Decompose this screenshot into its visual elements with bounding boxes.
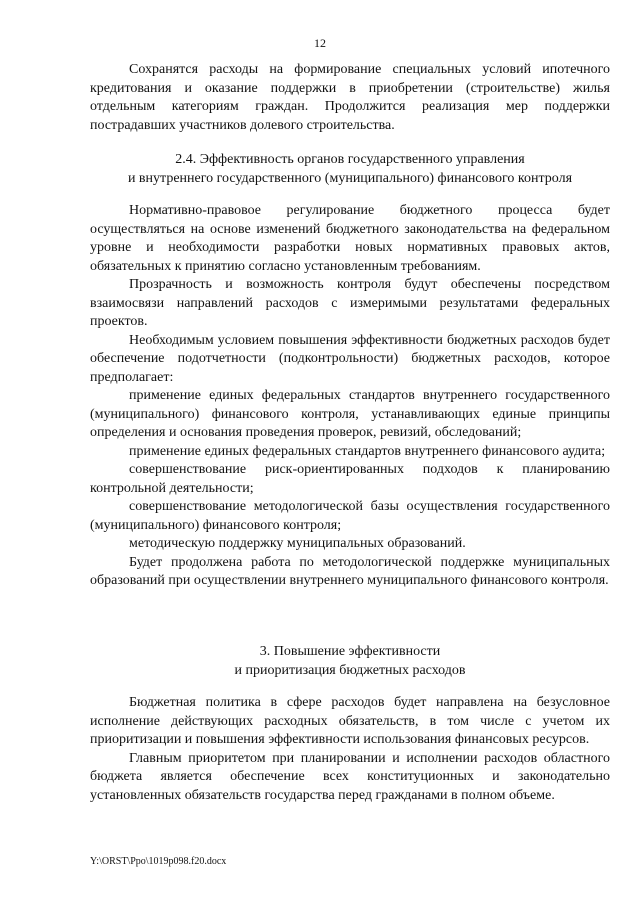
section-heading-3 [90, 643, 610, 680]
list-item-standards-control: применение единых федеральных стандартов внутреннего государственного (муниципального) финансового контроля, устанавливающих единые принципы определения и основания проведения проверок, ревизий, обследований; [90, 388, 610, 440]
heading-line-1: 3. Повышение эффективности [259, 644, 441, 659]
heading-line-2: и внутреннего государственного (муниципального) финансового контроля [127, 170, 573, 186]
list-item-risk-approach: совершенствование риск-ориентированных подходов к планированию контрольной деятельности; [90, 462, 610, 496]
list-item-municipal-support: методическую поддержку муниципальных образований. [129, 536, 466, 551]
page-number: 12 [314, 36, 326, 50]
paragraph-mortgage [90, 61, 610, 135]
paragraph-transparency: Прозрачность и возможность контроля будут обеспечены посредством взаимосвязи направлений расходов с измеримыми результатами федеральных проектов. [90, 277, 610, 329]
heading-line-1: 2.4. Эффективность органов государственного управления [175, 152, 525, 167]
heading-line-2: и приоритизация бюджетных расходов [234, 662, 466, 678]
section-3-body [90, 694, 610, 805]
list-item-standards-audit: применение единых федеральных стандартов внутреннего финансового аудита; [129, 443, 606, 459]
paragraph-regulation: Нормативно-правовое регулирование бюджетного процесса будет осуществляться на основе изменений бюджетного законодательства на федеральном уровне и необходимости разработки новых нормативных правовых актов, обязательных к принятию согласно установленным требованиям. [90, 203, 610, 274]
paragraph-main-priority: Главным приоритетом при планировании и исполнении расходов областного бюджета является обеспечение всех конституционных и законодательно установленных обязательств государства перед гражданами в полном объеме. [90, 750, 610, 803]
list-item-methodology: совершенствование методологической базы осуществления государственного (муниципального) финансового контроля; [90, 499, 610, 533]
footer-file-path: Y:\ORST\Ppo\1019p098.f20.docx [90, 856, 227, 867]
paragraph-text: Сохранятся расходы на формирование специальных условий ипотечного кредитования и оказание поддержки в приобретении (строительстве) жилья отдельным категориям граждан. Продолжится реализация мер поддержки пострадавших участников долевого строительства. [90, 62, 610, 133]
paragraph-methodological-work: Будет продолжена работа по методологической поддержке муниципальных образований при осуществлении внутреннего муниципального финансового контроля. [90, 554, 610, 588]
paragraph-budget-policy: Бюджетная политика в сфере расходов будет направлена на безусловное исполнение действующих расходных обязательств, в том числе с учетом их приоритизации и повышения эффективности использования финансовых ресурсов. [90, 695, 610, 747]
section-2-4-body [90, 202, 610, 591]
section-heading-2-4 [90, 151, 610, 188]
paragraph-accountability: Необходимым условием повышения эффективности бюджетных расходов будет обеспечение подотчетности (подконтрольности) бюджетных расходов, которое предполагает: [90, 332, 610, 385]
